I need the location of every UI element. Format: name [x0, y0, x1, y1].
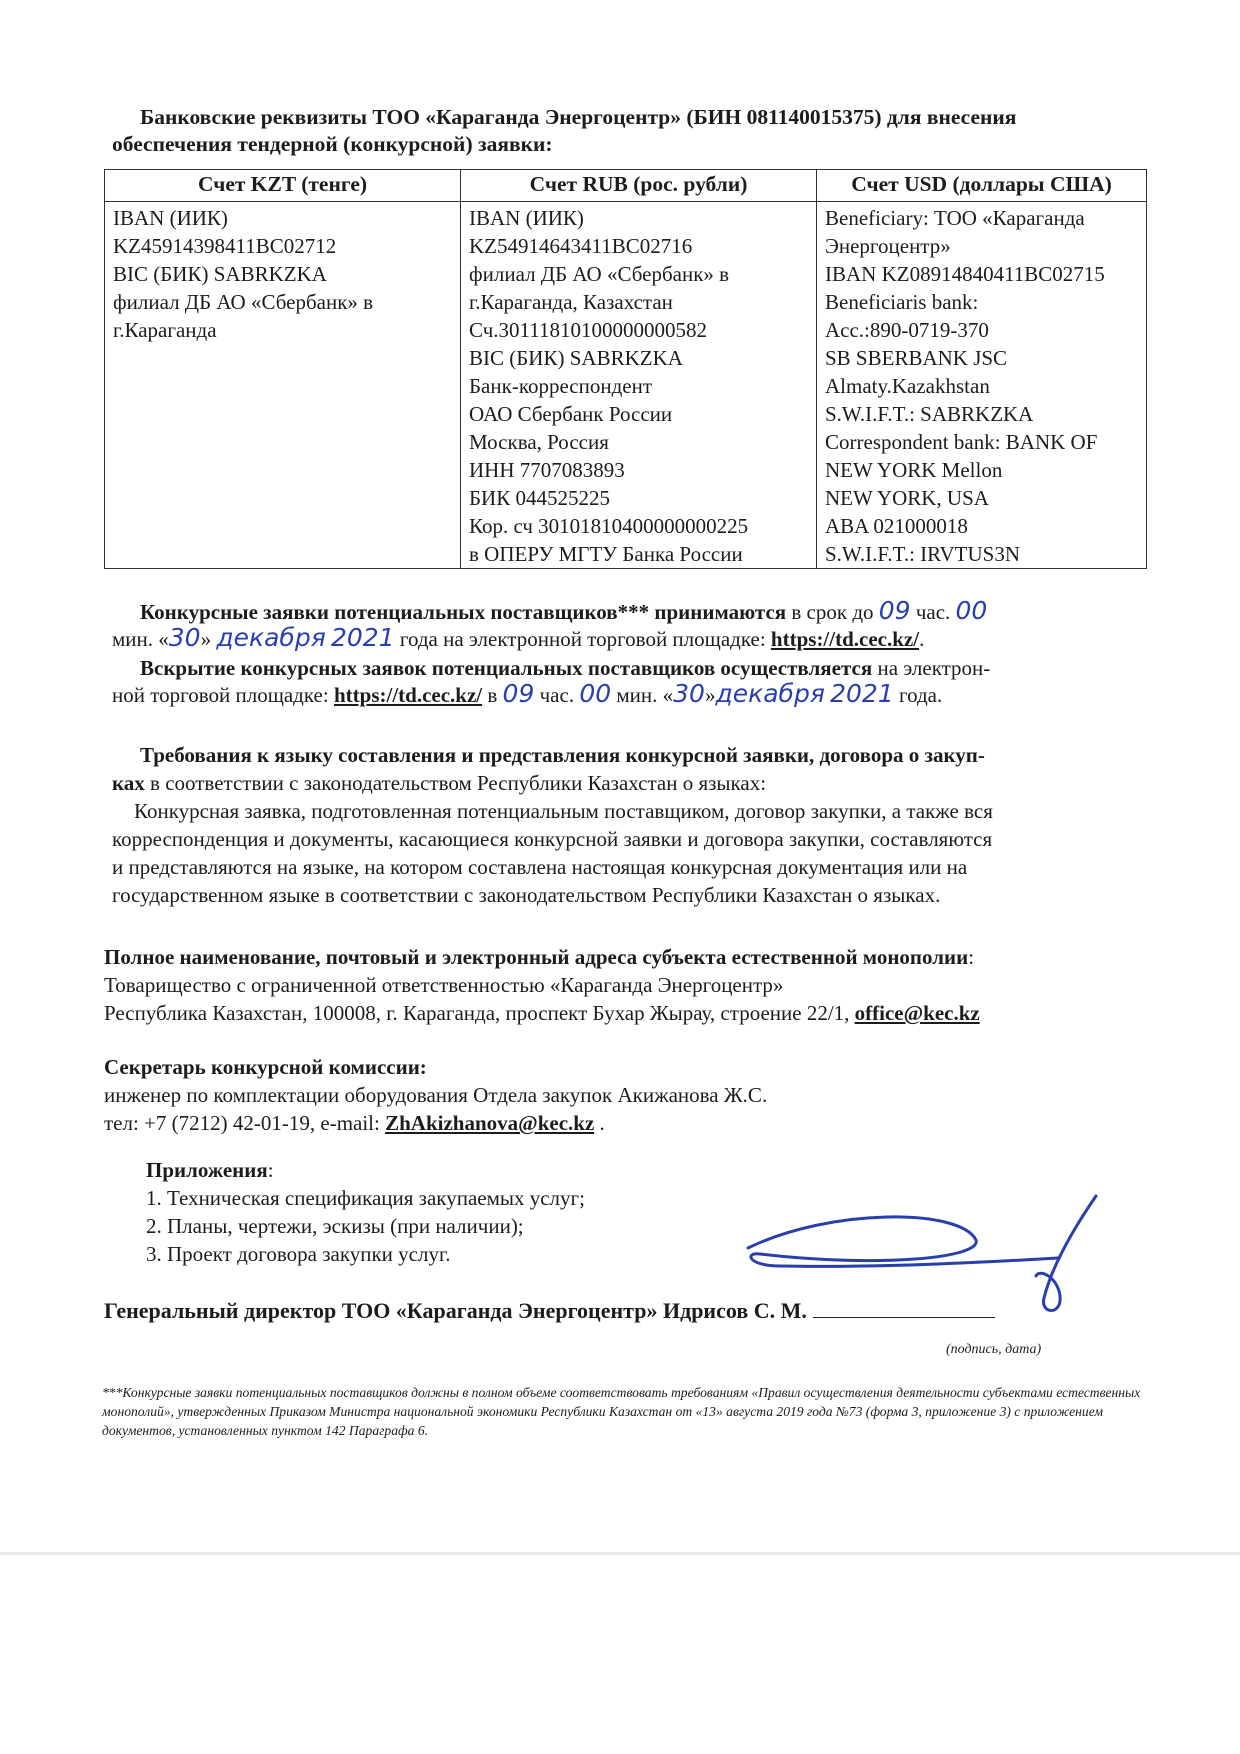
opening-text: в [487, 683, 498, 707]
submission-line-1 [112, 598, 1162, 625]
opening-text: мин. « [616, 683, 674, 707]
secretary-contact-line [104, 1109, 1164, 1137]
language-body-line: Конкурсная заявка, подготовленная потенциальным поставщиком, договор закупки, а также вся [134, 799, 993, 823]
cell-line: IBAN KZ08914840411BC02715 [825, 262, 1105, 286]
submission-text: мин. « [112, 627, 169, 651]
usd-account-cell [817, 202, 1147, 569]
handwritten-hour: 09 [502, 679, 535, 708]
language-body-line: государственном языке в соответствии с законодательством Республики Казахстан о языках. [112, 883, 941, 907]
cell-line: БИК 044525225 [469, 486, 610, 510]
secretary-email-link[interactable]: ZhAkizhanova@kec.kz [385, 1111, 595, 1135]
cell-line: BIC (БИК) SABRKZKA [113, 262, 327, 286]
submission-deadline-paragraph [112, 598, 1162, 652]
director-line [104, 1298, 1164, 1324]
monopoly-address-line [104, 999, 1164, 1027]
monopoly-heading-colon: : [968, 945, 975, 969]
monopoly-name: Товарищество с ограниченной ответственностью «Караганда Энергоцентр» [104, 973, 784, 997]
opening-line-2 [112, 681, 1162, 708]
submission-text: » [200, 627, 212, 651]
bank-details-table [104, 169, 1147, 569]
cell-line: Beneficiary: ТОО «Караганда [825, 206, 1085, 230]
submission-bold-lead: Конкурсные заявки потенциальных поставщиков*** [140, 600, 650, 624]
cell-line: Энергоцентр» [825, 234, 951, 258]
secretary-paragraph [104, 1053, 1164, 1137]
language-heading-tail: ках [112, 771, 145, 795]
opening-paragraph [112, 655, 1162, 708]
handwritten-month: декабря [715, 679, 825, 708]
table-header-row [105, 170, 1147, 202]
secretary-contact-end: . [599, 1111, 605, 1135]
cell-line: в ОПЕРУ МГТУ Банка России [469, 542, 743, 566]
cell-line: Москва, Россия [469, 430, 609, 454]
opening-bold-text: Вскрытие конкурсных заявок потенциальных поставщиков осуществляется [140, 656, 873, 680]
language-body-line: и представляются на языке, на котором составлена настоящая конкурсная документация или на [112, 855, 968, 879]
handwritten-hour: 09 [878, 596, 911, 625]
header-kzt: Счет KZT (тенге) [105, 170, 461, 202]
cell-line: NEW YORK Mellon [825, 458, 1003, 482]
submission-text: в срок до [791, 600, 874, 624]
list-item: 2. Планы, чертежи, эскизы (при наличии); [146, 1214, 524, 1238]
cell-line: ОАО Сбербанк России [469, 402, 673, 426]
kzt-account-cell [105, 202, 461, 569]
cell-line: IBAN (ИИК) [113, 206, 228, 230]
opening-url-link[interactable]: https://td.cec.kz/ [333, 683, 483, 707]
cell-line: г.Караганда, Казахстан [469, 290, 673, 314]
list-item: 3. Проект договора закупки услуг. [146, 1242, 451, 1266]
submission-text: . [919, 627, 925, 651]
cell-line: филиал ДБ АО «Сбербанк» в [113, 290, 374, 314]
signature-caption: (подпись, дата) [946, 1342, 1042, 1357]
handwritten-day: 30 [168, 623, 201, 652]
cell-line: S.W.I.F.T.: IRVTUS3N [825, 542, 1020, 566]
handwritten-day: 30 [673, 679, 705, 708]
scan-artifact-line [0, 1552, 1240, 1555]
header-usd: Счет USD (доллары США) [817, 170, 1147, 202]
cell-line: Acc.:890-0719-370 [825, 318, 989, 342]
cell-line: г.Караганда [113, 318, 217, 342]
cell-line: NEW YORK, USA [825, 486, 989, 510]
opening-text: года. [899, 683, 943, 707]
cell-line: S.W.I.F.T.: SABRKZKA [825, 402, 1034, 426]
cell-line: SB SBERBANK JSC [825, 346, 1008, 370]
opening-text: час. [539, 683, 575, 707]
cell-line: Банк-корреспондент [469, 374, 653, 398]
rub-account-cell [461, 202, 817, 569]
monopoly-email-link[interactable]: office@kec.kz [854, 1001, 980, 1025]
cell-line: IBAN (ИИК) [469, 206, 584, 230]
bank-details-heading [112, 104, 1152, 158]
language-requirements-paragraph [112, 741, 1162, 909]
attachments-heading [146, 1156, 846, 1184]
cell-line: ИНН 7707083893 [469, 458, 625, 482]
secretary-heading: Секретарь конкурсной комиссии: [104, 1055, 427, 1079]
attachments-heading-colon: : [267, 1158, 274, 1182]
monopoly-heading [104, 943, 1164, 971]
cell-line: ABA 021000018 [825, 514, 968, 538]
table-row [105, 202, 1147, 569]
cell-line: Beneficiaris bank: [825, 290, 979, 314]
opening-text: » [704, 683, 716, 707]
attachments-heading-text: Приложения [146, 1158, 268, 1182]
secretary-contact: тел: +7 (7212) 42-01-19, e-mail: [104, 1111, 380, 1135]
cell-line: BIC (БИК) SABRKZKA [469, 346, 683, 370]
submission-text: час. [915, 600, 951, 624]
cell-line: Almaty.Kazakhstan [825, 374, 990, 398]
director-title: Генеральный директор ТОО «Караганда Энергоцентр» Идрисов С. М. [104, 1298, 807, 1323]
cell-line: Кор. сч 30101810400000000225 [469, 514, 749, 538]
cell-line: Сч.30111810100000000582 [469, 318, 707, 342]
monopoly-address: Республика Казахстан, 100008, г. Караганда, проспект Бухар Жырау, строение 22/1, [104, 1001, 850, 1025]
handwritten-month: декабря [216, 623, 326, 652]
header-rub: Счет RUB (рос. рубли) [461, 170, 817, 202]
monopoly-info-paragraph [104, 943, 1164, 1027]
language-heading-line-1: Требования к языку составления и представления конкурсной заявки, договора о закуп- [140, 743, 985, 767]
handwritten-minute: 00 [579, 679, 612, 708]
opening-text: на электрон- [877, 656, 991, 680]
opening-line-1 [112, 655, 1162, 681]
monopoly-heading-text: Полное наименование, почтовый и электронный адреса субъекта естественной монополии [104, 945, 969, 969]
cell-line: Correspondent bank: BANK OF [825, 430, 1098, 454]
opening-text: ной торговой площадке: [112, 683, 329, 707]
handwritten-year: 2021 [830, 679, 894, 708]
submission-bold-verb: принимаются [654, 600, 787, 624]
cell-line: филиал ДБ АО «Сбербанк» в [469, 262, 730, 286]
footnote: ***Конкурсные заявки потенциальных поставщиков должны в полном объеме соответствовать требованиям «Правил осуществления деятельности субъектами естественных монополий», утвержденных Приказом Министра национальной экономики Республики Казахстан от «13» августа 2019 года №73 (форма 3, приложение 3) с приложением документов, установленных пунктом 142 Параграфа 6. [102, 1385, 1141, 1438]
language-body-line: корреспонденция и документы, касающиеся конкурсной заявки и договора закупки, составляются [112, 827, 993, 851]
language-heading-line-2 [112, 769, 1162, 797]
cell-line: KZ45914398411BC02712 [113, 234, 337, 258]
heading-line-1: Банковские реквизиты ТОО «Караганда Энергоцентр» (БИН 081140015375) для внесения [140, 105, 1017, 129]
heading-line-2: обеспечения тендерной (конкурсной) заявки: [112, 132, 553, 156]
submission-url-link[interactable]: https://td.cec.kz/ [770, 627, 920, 651]
cell-line: KZ54914643411BC02716 [469, 234, 693, 258]
submission-text: года на электронной торговой площадке: [399, 627, 766, 651]
signature-line [813, 1299, 995, 1318]
submission-line-2 [112, 625, 1162, 652]
handwritten-minute: 00 [955, 596, 988, 625]
language-heading-rest: в соответствии с законодательством Республики Казахстан о языках: [150, 771, 767, 795]
secretary-position: инженер по комплектации оборудования Отдела закупок Акижанова Ж.С. [104, 1083, 768, 1107]
handwritten-year: 2021 [331, 623, 395, 652]
list-item: 1. Техническая спецификация закупаемых услуг; [146, 1186, 585, 1210]
